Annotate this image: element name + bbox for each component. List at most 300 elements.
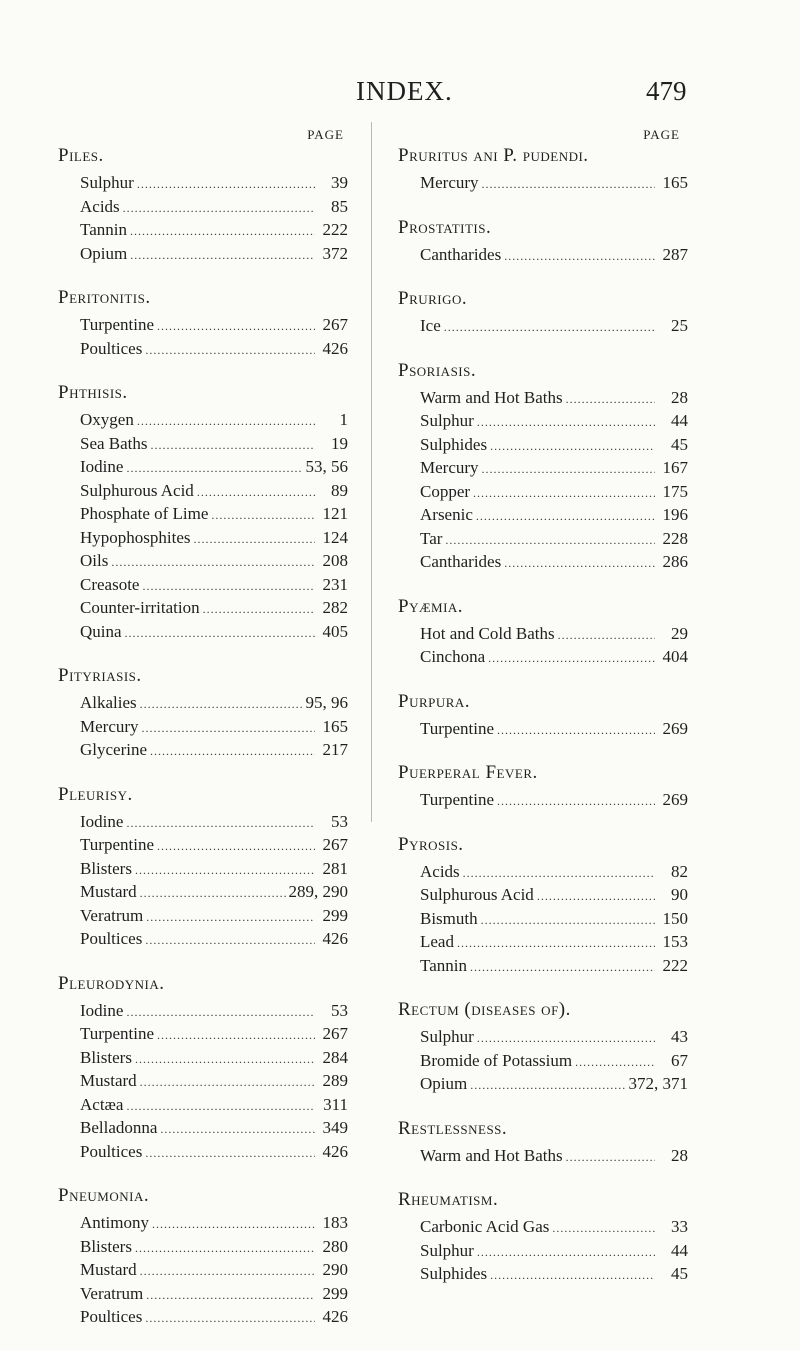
entry-name: Oxygen (80, 410, 134, 429)
column-divider (371, 122, 372, 822)
dot-leader (211, 505, 315, 527)
index-section (398, 216, 688, 268)
entry-name: Cantharides (420, 552, 502, 571)
section-heading: Pleurisy. (58, 783, 133, 805)
entry-name: Belladonna (80, 1118, 158, 1137)
index-entry (398, 504, 688, 528)
dot-leader (126, 1002, 315, 1024)
index-section (58, 144, 348, 266)
page-header (0, 76, 800, 116)
entry-name: Quina (80, 621, 122, 641)
dot-leader (157, 1025, 315, 1047)
index-entry (58, 1070, 348, 1094)
entry-page: 228 (662, 528, 688, 548)
entry-page: 280 (322, 1236, 348, 1256)
page-column-label: PAGE (307, 127, 344, 142)
dot-leader (463, 863, 655, 885)
entry-page: 372 (322, 243, 348, 263)
entry-page: 45 (671, 434, 688, 454)
entry-name: Warm and Hot Baths (420, 387, 563, 407)
entry-name: Iodine (80, 457, 124, 476)
section-heading: Rheumatism. (398, 1189, 499, 1210)
index-section (398, 144, 688, 196)
dot-leader (157, 316, 315, 338)
entry-page: 90 (671, 885, 688, 904)
index-entry (58, 881, 348, 905)
entry-name: Sulphur (420, 411, 474, 430)
index-section (58, 286, 348, 361)
index-entry (398, 931, 688, 955)
dot-leader (194, 529, 316, 551)
entry-name: Bromide of Potassium (420, 1050, 573, 1070)
entry-page: 426 (322, 1307, 348, 1326)
dot-leader (150, 741, 315, 763)
entry-name: Blisters (80, 1236, 132, 1256)
entry-page: 124 (322, 527, 348, 547)
index-entry (398, 1073, 688, 1097)
index-entry (58, 550, 348, 574)
entry-name: Ice (420, 316, 441, 335)
entry-name: Oils (80, 551, 109, 570)
index-entry (398, 1263, 688, 1287)
index-entry (58, 811, 348, 835)
dot-leader (111, 552, 315, 574)
index-entry (398, 244, 688, 268)
dot-leader (566, 1147, 655, 1169)
section-heading: Prurigo. (398, 288, 468, 309)
entry-page: 28 (671, 387, 688, 407)
index-entry (58, 338, 348, 362)
entry-name: Turpentine (420, 718, 494, 738)
section-heading: Pityriasis. (58, 665, 142, 686)
entry-page: 426 (322, 929, 348, 948)
dot-leader (566, 389, 655, 411)
section-heading: Peritonitis. (58, 287, 151, 308)
index-entry (58, 172, 348, 196)
dot-leader (126, 813, 315, 835)
entry-name: Opium (420, 1074, 468, 1093)
entry-page: 53, 56 (305, 457, 348, 476)
entry-name: Alkalies (80, 693, 137, 712)
entry-page: 231 (322, 574, 348, 594)
entry-name: Blisters (80, 858, 132, 878)
entry-name: Carbonic Acid Gas (420, 1217, 550, 1236)
index-entry (398, 1145, 688, 1169)
entry-name: Turpentine (80, 1024, 154, 1043)
dot-leader (146, 907, 315, 929)
dot-leader (151, 435, 315, 457)
section-heading: Psoriasis. (398, 359, 477, 381)
dot-leader (457, 933, 655, 955)
index-entry (58, 716, 348, 740)
entry-page: 284 (322, 1047, 348, 1067)
entry-page: 267 (322, 315, 348, 334)
entry-name: Cinchona (420, 647, 486, 666)
dot-leader (126, 458, 302, 480)
dot-leader (126, 1096, 315, 1118)
entry-page: 290 (322, 1260, 348, 1279)
index-entry (58, 1259, 348, 1283)
entry-name: Counter-irritation (80, 598, 200, 617)
index-entry (58, 905, 348, 929)
entry-name: Acids (420, 861, 460, 881)
dot-leader (197, 482, 315, 504)
entry-page: 44 (671, 1240, 688, 1260)
page-title: INDEX. (356, 76, 453, 106)
dot-leader (497, 720, 655, 742)
entry-page: 165 (322, 716, 348, 736)
dot-leader (488, 648, 655, 670)
entry-name: Antimony (80, 1213, 149, 1232)
entry-page: 183 (322, 1213, 348, 1232)
index-entry (398, 908, 688, 932)
entry-page: 269 (662, 790, 688, 809)
section-heading: Pyrosis. (398, 833, 464, 855)
entry-name: Hypophosphites (80, 527, 191, 547)
entry-name: Sulphurous Acid (80, 480, 194, 500)
entry-name: Veratrum (80, 1283, 144, 1303)
dot-leader (135, 1238, 315, 1260)
entry-name: Cantharides (420, 244, 502, 264)
dot-leader (203, 599, 315, 621)
index-entry (398, 315, 688, 339)
index-entry (58, 314, 348, 338)
entry-name: Sulphur (420, 1240, 474, 1260)
section-heading: Restlessness. (398, 1117, 508, 1139)
index-entry (398, 646, 688, 670)
entry-page: 165 (662, 173, 688, 192)
entry-name: Arsenic (420, 505, 473, 524)
entry-name: Mercury (80, 716, 139, 736)
dot-leader (146, 1285, 315, 1307)
entry-page: 222 (322, 220, 348, 239)
section-heading: Prostatitis. (398, 216, 492, 238)
index-entry (58, 527, 348, 551)
entry-page: 289, 290 (288, 882, 348, 901)
entry-page: 349 (322, 1118, 348, 1137)
index-section (398, 833, 688, 979)
section-heading: Pruritus ani P. pudendi. (398, 145, 589, 166)
dot-leader (135, 1049, 315, 1071)
entry-name: Mercury (420, 458, 479, 477)
index-entry (58, 1023, 348, 1047)
entry-name: Iodine (80, 811, 124, 831)
entry-name: Hot and Cold Baths (420, 623, 555, 643)
entry-page: 67 (671, 1050, 688, 1070)
index-entry (398, 481, 688, 505)
entry-page: 1 (339, 410, 348, 429)
index-section (398, 998, 688, 1097)
index-entry (58, 834, 348, 858)
index-entry (58, 1047, 348, 1071)
entry-page: 53 (331, 811, 348, 831)
dot-leader (140, 883, 286, 905)
entry-name: Sulphur (80, 173, 134, 192)
entry-name: Sulphurous Acid (420, 885, 534, 904)
entry-page: 150 (662, 908, 688, 928)
entry-page: 44 (671, 411, 688, 430)
entry-name: Sulphides (420, 434, 488, 454)
dot-leader (142, 718, 315, 740)
entry-name: Turpentine (420, 790, 494, 809)
index-entry (58, 739, 348, 763)
section-heading: Rectum (diseases of). (398, 999, 571, 1020)
entry-page: 95, 96 (305, 693, 348, 712)
dot-leader (137, 174, 315, 196)
index-entry (58, 597, 348, 621)
entry-name: Mustard (80, 1260, 137, 1279)
section-heading: Pyæmia. (398, 595, 464, 617)
dot-leader (145, 930, 315, 952)
entry-page: 405 (322, 621, 348, 641)
index-entry (58, 1141, 348, 1165)
entry-name: Glycerine (80, 740, 148, 759)
index-entry (58, 574, 348, 598)
entry-page: 33 (671, 1217, 688, 1236)
index-entry (398, 1050, 688, 1074)
index-section (58, 664, 348, 763)
index-section (398, 1117, 688, 1169)
entry-page: 175 (662, 481, 688, 501)
index-entry (58, 692, 348, 716)
entry-page: 82 (671, 861, 688, 881)
entry-page: 39 (331, 173, 348, 192)
index-entry (58, 1000, 348, 1024)
dot-leader (537, 886, 655, 908)
index-entry (58, 621, 348, 645)
entry-page: 121 (322, 504, 348, 523)
entry-page: 311 (323, 1094, 348, 1114)
dot-leader (477, 412, 655, 434)
entry-name: Sulphides (420, 1264, 488, 1283)
entry-page: 53 (331, 1000, 348, 1020)
entry-name: Copper (420, 481, 471, 501)
index-entry (398, 410, 688, 434)
dot-leader (558, 625, 655, 647)
index-entry (398, 434, 688, 458)
entry-page: 287 (662, 244, 688, 264)
section-heading: Puerperal Fever. (398, 762, 538, 783)
dot-leader (490, 436, 655, 458)
entry-name: Mustard (80, 882, 137, 901)
section-heading: Phthisis. (58, 382, 128, 403)
entry-name: Sea Baths (80, 433, 148, 453)
index-entry (398, 1240, 688, 1264)
dot-leader (477, 1028, 655, 1050)
index-entry (398, 551, 688, 575)
entry-name: Poultices (80, 929, 143, 948)
entry-page: 208 (322, 551, 348, 570)
index-entry (58, 409, 348, 433)
entry-page: 19 (331, 433, 348, 453)
entry-page: 85 (331, 196, 348, 216)
dot-leader (140, 1072, 315, 1094)
index-entry (58, 928, 348, 952)
dot-leader (140, 1261, 315, 1283)
entry-page: 167 (662, 458, 688, 477)
entry-name: Warm and Hot Baths (420, 1145, 563, 1165)
entry-page: 222 (662, 955, 688, 975)
dot-leader (145, 340, 315, 362)
dot-leader (135, 860, 315, 882)
index-section (58, 972, 348, 1165)
index-entry (58, 196, 348, 220)
entry-name: Veratrum (80, 905, 144, 925)
entry-page: 267 (322, 1024, 348, 1043)
entry-page: 25 (671, 316, 688, 335)
index-entry (398, 955, 688, 979)
entry-name: Iodine (80, 1000, 124, 1020)
index-entry (58, 456, 348, 480)
index-entry (58, 1306, 348, 1330)
index-section (398, 690, 688, 742)
entry-name: Actæa (80, 1094, 124, 1114)
dot-leader (482, 174, 655, 196)
entry-page: 426 (322, 338, 348, 358)
dot-leader (477, 1242, 655, 1264)
index-entry (58, 219, 348, 243)
index-entry (398, 1216, 688, 1240)
entry-name: Turpentine (80, 315, 154, 334)
index-entry (58, 1117, 348, 1141)
entry-page: 89 (331, 480, 348, 500)
index-entry (58, 1283, 348, 1307)
dot-leader (476, 506, 655, 528)
entry-name: Poultices (80, 338, 143, 358)
section-heading: Pneumonia. (58, 1185, 150, 1206)
entry-name: Turpentine (80, 835, 154, 854)
entry-name: Acids (80, 196, 120, 216)
index-entry (58, 433, 348, 457)
dot-leader (123, 198, 315, 220)
index-entry (398, 172, 688, 196)
index-entry (58, 1236, 348, 1260)
entry-name: Blisters (80, 1047, 132, 1067)
entry-page: 45 (671, 1264, 688, 1283)
entry-page: 299 (322, 905, 348, 925)
index-section (398, 359, 688, 575)
dot-leader (157, 836, 315, 858)
entry-name: Sulphur (420, 1027, 474, 1046)
index-entry (398, 884, 688, 908)
entry-page: 404 (662, 647, 688, 666)
dot-leader (497, 791, 655, 813)
entry-page: 281 (322, 858, 348, 878)
index-section (398, 1188, 688, 1287)
entry-page: 289 (322, 1071, 348, 1090)
dot-leader (145, 1308, 315, 1330)
index-section (398, 595, 688, 670)
index-entry (398, 387, 688, 411)
dot-leader (130, 245, 315, 267)
entry-name: Tar (420, 528, 443, 548)
index-section (58, 1184, 348, 1330)
entry-page: 282 (322, 598, 348, 617)
index-entry (398, 718, 688, 742)
dot-leader (444, 317, 655, 339)
dot-leader (137, 411, 315, 433)
dot-leader (125, 623, 315, 645)
entry-name: Poultices (80, 1307, 143, 1326)
entry-page: 43 (671, 1027, 688, 1046)
entry-name: Poultices (80, 1141, 143, 1161)
page-column-label: PAGE (643, 127, 680, 142)
entry-page: 372, 371 (628, 1074, 688, 1093)
entry-name: Creasote (80, 574, 140, 594)
dot-leader (142, 576, 315, 598)
entry-name: Tannin (80, 220, 127, 239)
index-entry (398, 789, 688, 813)
dot-leader (470, 957, 655, 979)
entry-name: Mustard (80, 1071, 137, 1090)
section-heading: Piles. (58, 145, 104, 166)
index-entry (58, 243, 348, 267)
entry-page: 196 (662, 505, 688, 524)
dot-leader (445, 530, 655, 552)
index-section (398, 761, 688, 813)
dot-leader (504, 553, 655, 575)
entry-page: 29 (671, 623, 688, 643)
entry-page: 153 (662, 932, 688, 951)
entry-page: 217 (322, 740, 348, 759)
index-section (398, 287, 688, 339)
index-entry (58, 858, 348, 882)
section-heading: Pleurodynia. (58, 972, 165, 994)
entry-name: Lead (420, 932, 454, 951)
entry-page: 267 (322, 835, 348, 854)
index-entry (398, 623, 688, 647)
index-entry (58, 1094, 348, 1118)
dot-leader (152, 1214, 315, 1236)
index-entry (58, 503, 348, 527)
entry-page: 269 (662, 718, 688, 738)
entry-name: Opium (80, 243, 128, 263)
entry-page: 426 (322, 1141, 348, 1161)
dot-leader (470, 1075, 625, 1097)
index-section (58, 783, 348, 952)
dot-leader (482, 459, 655, 481)
index-section (58, 381, 348, 644)
dot-leader (575, 1052, 655, 1074)
index-entry (58, 480, 348, 504)
index-entry (58, 1212, 348, 1236)
entry-name: Tannin (420, 955, 467, 975)
entry-page: 299 (322, 1283, 348, 1303)
dot-leader (130, 221, 315, 243)
dot-leader (552, 1218, 655, 1240)
dot-leader (504, 246, 655, 268)
left-column (58, 126, 348, 1350)
dot-leader (145, 1143, 315, 1165)
entry-page: 28 (671, 1145, 688, 1165)
section-heading: Purpura. (398, 690, 471, 712)
dot-leader (160, 1119, 315, 1141)
index-entry (398, 1026, 688, 1050)
entry-page: 286 (662, 552, 688, 571)
dot-leader (481, 910, 655, 932)
index-entry (398, 528, 688, 552)
right-column (398, 126, 688, 1307)
index-entry (398, 457, 688, 481)
dot-leader (490, 1265, 655, 1287)
dot-leader (473, 483, 655, 505)
index-entry (398, 861, 688, 885)
entry-name: Phosphate of Lime (80, 504, 209, 523)
entry-name: Mercury (420, 173, 479, 192)
entry-name: Bismuth (420, 908, 478, 928)
page-number: 479 (646, 76, 687, 106)
dot-leader (140, 694, 303, 716)
